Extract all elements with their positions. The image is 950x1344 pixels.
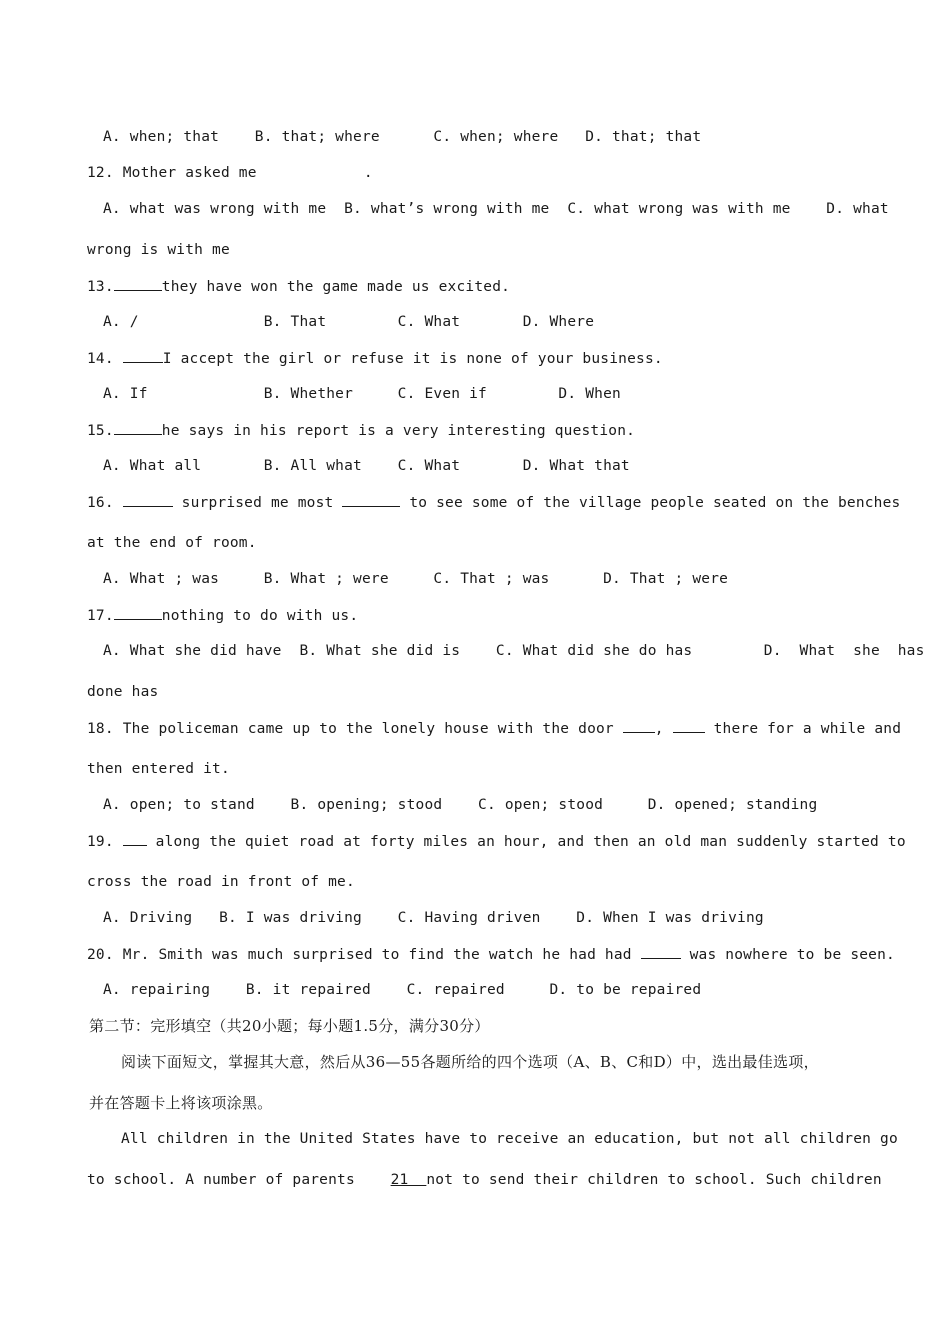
q17-stem: 17. nothing to do with us. <box>87 605 867 626</box>
q18-stem: 18. The policeman came up to the lonely house with the door , there for a while and <box>87 718 867 739</box>
answer-blank <box>114 420 162 435</box>
q12-stem: 12. Mother asked me . <box>87 165 373 181</box>
q12-options: A. what was wrong with me B. what’s wrong with me C. what wrong was with me D. what <box>103 201 889 217</box>
q15-options: A. What all B. All what C. What D. What that <box>103 458 630 474</box>
answer-blank <box>114 605 162 620</box>
q14-stem: 14. I accept the girl or refuse it is none of your business. <box>87 348 867 369</box>
q12-options-cont: wrong is with me <box>87 242 230 258</box>
q20-options: A. repairing B. it repaired C. repaired D. to be repaired <box>103 982 702 998</box>
q13-stem: 13. they have won the game made us excited. <box>87 276 867 297</box>
q11-options: A. when; that B. that; where C. when; where D. that; that <box>103 129 702 145</box>
instructions-line1: 阅读下面短文，掌握其大意，然后从36—55各题所给的四个选项（A、B、C和D）中，选出最佳选项， <box>121 1053 819 1071</box>
q17-options-cont: done has <box>87 684 159 700</box>
section-heading: 第二节：完形填空（共20小题；每小题1.5分，满分30分） <box>89 1017 490 1035</box>
answer-blank <box>114 276 162 291</box>
passage-line2: to school. A number of parents 21 not to send their children to school. Such children <box>87 1172 882 1188</box>
q16-stem: 16. surprised me most to see some of the village people seated on the benches <box>87 492 867 513</box>
q19-stem: 19. along the quiet road at forty miles an hour, and then an old man suddenly started to <box>87 831 867 852</box>
answer-blank <box>673 718 705 733</box>
q20-stem: 20. Mr. Smith was much surprised to find the watch he had had was nowhere to be seen. <box>87 944 867 965</box>
answer-blank <box>123 492 173 507</box>
answer-blank <box>342 492 400 507</box>
instructions-line2: 并在答题卡上将该项涂黑。 <box>89 1094 273 1112</box>
blank-number-21: 21 <box>390 1172 427 1188</box>
q18-stem-cont: then entered it. <box>87 761 230 777</box>
answer-blank <box>623 718 655 733</box>
q18-options: A. open; to stand B. opening; stood C. open; stood D. opened; standing <box>103 797 818 813</box>
answer-blank <box>123 831 147 846</box>
q19-options: A. Driving B. I was driving C. Having driven D. When I was driving <box>103 910 764 926</box>
q19-stem-cont: cross the road in front of me. <box>87 874 355 890</box>
q15-stem: 15. he says in his report is a very interesting question. <box>87 420 867 441</box>
q14-options: A. If B. Whether C. Even if D. When <box>103 386 621 402</box>
passage-line1: All children in the United States have to receive an education, but not all children go <box>121 1131 898 1147</box>
answer-blank <box>641 944 681 959</box>
q16-stem-cont: at the end of room. <box>87 535 257 551</box>
q16-options: A. What ; was B. What ; were C. That ; was D. That ; were <box>103 571 729 587</box>
q17-options: A. What she did have B. What she did is C. What did she do has D. What she has <box>103 643 925 659</box>
answer-blank <box>123 348 163 363</box>
q13-options: A. / B. That C. What D. Where <box>103 314 595 330</box>
